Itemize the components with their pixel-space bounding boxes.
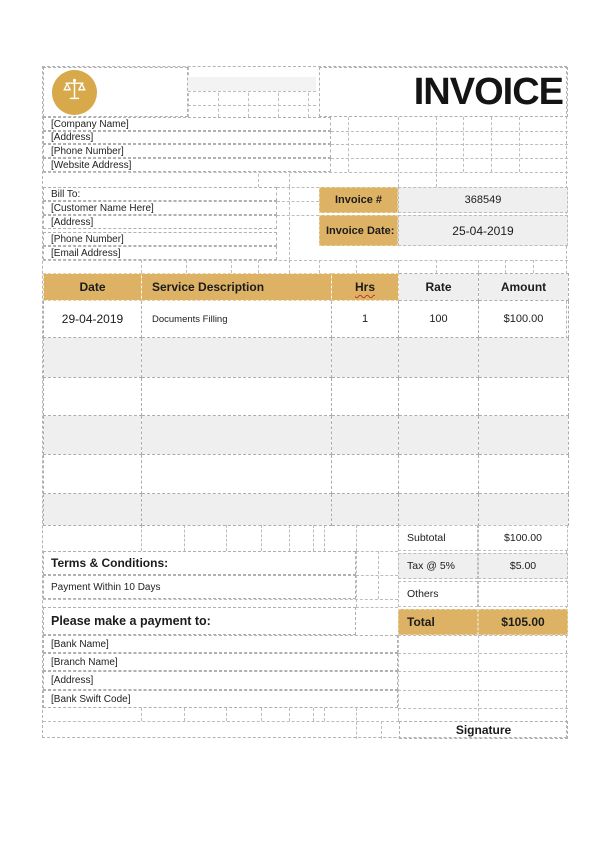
empty-item-row [44, 416, 569, 455]
grid-line [186, 260, 187, 273]
grid-line [261, 708, 262, 721]
others-label: Others [398, 581, 478, 607]
grid-line [43, 172, 568, 173]
grid-line [331, 131, 568, 132]
col-header-amount: Amount [479, 274, 569, 301]
grid-line [356, 607, 398, 608]
item-date: 29-04-2019 [44, 301, 142, 338]
grid-line [141, 525, 142, 551]
grid-line [188, 105, 316, 106]
invoice-number-value: 368549 [398, 187, 568, 213]
empty-item-row [44, 455, 569, 494]
col-header-description: Service Description [142, 274, 332, 301]
total-value: $105.00 [478, 609, 568, 635]
invoice-sheet [42, 66, 567, 738]
grid-line [478, 260, 479, 273]
grid-line [258, 260, 259, 273]
scales-of-justice-icon [61, 77, 88, 109]
grid-line [43, 599, 398, 600]
grid-line [356, 708, 357, 739]
grid-line [319, 260, 320, 273]
grid-line [184, 525, 185, 551]
grid-line [436, 117, 437, 187]
invoice-date-value: 25-04-2019 [398, 215, 568, 246]
grid-line [356, 551, 398, 552]
terms-heading: Terms & Conditions: [43, 551, 356, 575]
grid-line [289, 260, 290, 273]
empty-item-row [44, 494, 569, 526]
bill-to-address: [Address] [43, 215, 277, 229]
bill-to-customer: [Customer Name Here] [43, 201, 277, 215]
grid-line [331, 158, 568, 159]
grid-line [331, 144, 568, 145]
bill-to-email: [Email Address] [43, 246, 277, 260]
company-website: [Website Address] [43, 158, 331, 172]
grid-line [226, 708, 227, 721]
grid-line [398, 117, 399, 187]
grid-line [277, 215, 319, 216]
grid-line [261, 525, 262, 551]
grid-line [313, 525, 314, 551]
items-header-row [44, 274, 569, 301]
item-rate: 100 [399, 301, 479, 338]
subtotal-value: $100.00 [478, 525, 568, 551]
item-row [44, 301, 569, 338]
grid-line [398, 653, 568, 654]
bank-swift-code: [Bank Swift Code] [43, 690, 398, 708]
grid-line [277, 187, 319, 188]
bill-to-label: Bill To: [43, 187, 277, 201]
col-header-date: Date [44, 274, 142, 301]
page-title: INVOICE [413, 70, 563, 113]
grid-line [356, 260, 357, 273]
signature-cell: Signature [399, 721, 568, 739]
company-address: [Address] [43, 131, 331, 144]
branch-name: [Branch Name] [43, 653, 398, 671]
bill-to-phone: [Phone Number] [43, 232, 277, 246]
grid-line [289, 708, 290, 721]
subtotal-label: Subtotal [398, 525, 478, 551]
grid-line [381, 721, 382, 739]
grid-line [277, 201, 319, 202]
invoice-number-label: Invoice # [319, 187, 398, 213]
grid-line [533, 260, 534, 273]
company-phone: [Phone Number] [43, 144, 331, 158]
items-table [43, 273, 569, 526]
terms-body: Payment Within 10 Days [43, 575, 356, 599]
total-label: Total [398, 609, 478, 635]
grid-line [141, 708, 142, 721]
item-amount: $100.00 [479, 301, 569, 338]
bank-name: [Bank Name] [43, 635, 398, 653]
invoice-title-box [319, 67, 568, 117]
grid-line [188, 67, 189, 117]
item-description: Documents Filling [142, 301, 332, 338]
bank-address: [Address] [43, 671, 398, 690]
empty-item-row [44, 378, 569, 416]
grid-line [289, 525, 290, 551]
grid-line [398, 690, 568, 691]
minigrid-shade [188, 77, 316, 91]
grid-line [398, 635, 568, 636]
grid-line [356, 525, 357, 551]
tax-value: $5.00 [478, 553, 568, 579]
grid-line [289, 187, 290, 260]
grid-line [226, 525, 227, 551]
grid-line [398, 671, 568, 672]
grid-line [188, 91, 316, 92]
grid-line [436, 260, 437, 273]
grid-line [324, 708, 325, 721]
grid-line [324, 525, 325, 551]
grid-line [43, 721, 399, 722]
company-logo [52, 70, 97, 115]
col-header-hrs: Hrs [332, 274, 399, 301]
tax-label: Tax @ 5% [398, 553, 478, 579]
others-value [478, 581, 568, 607]
grid-line [313, 708, 314, 721]
empty-item-row [44, 338, 569, 378]
company-name: [Company Name] [43, 117, 331, 131]
grid-line [231, 260, 232, 273]
grid-line [398, 260, 399, 273]
col-header-rate: Rate [399, 274, 479, 301]
item-hrs: 1 [332, 301, 399, 338]
grid-line [141, 260, 142, 273]
grid-line [356, 575, 398, 576]
invoice-date-label: Invoice Date: [319, 215, 398, 246]
grid-line [398, 708, 568, 709]
grid-line [43, 260, 568, 261]
grid-line [184, 708, 185, 721]
payment-heading: Please make a payment to: [43, 607, 356, 635]
grid-line [505, 260, 506, 273]
